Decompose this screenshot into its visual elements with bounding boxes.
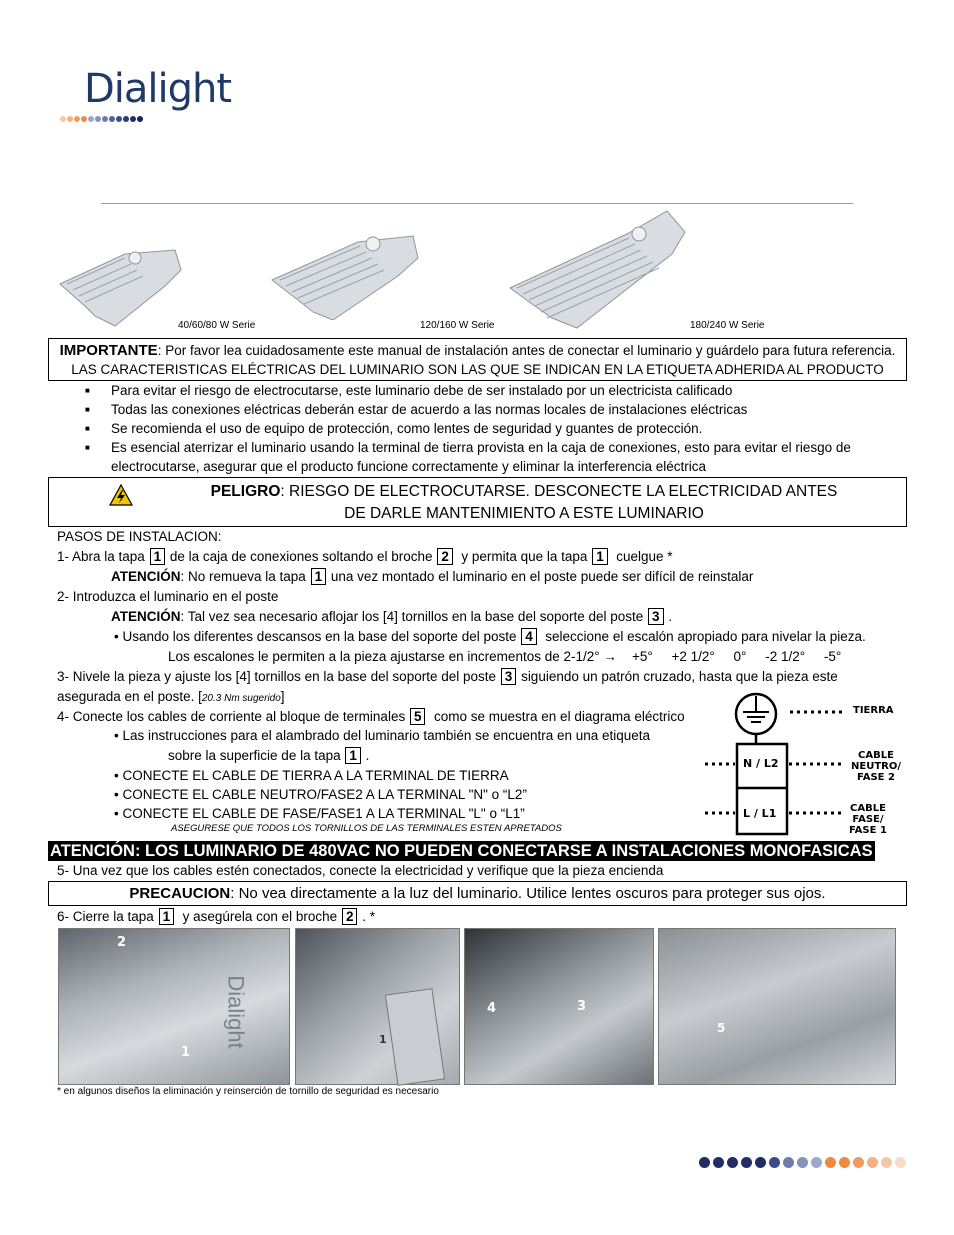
precaution-text: : No vea directamente a la luz del luminario. Utilice lentes oscuros para proteger sus ojos. [230,885,826,902]
decorative-dot [825,1157,836,1168]
photo-cover-latch: 2 1 Dialight [58,928,290,1085]
step-2-increments: Los escalones le permiten a la pieza ajustarse en incrementos de 2-1/2° → +5° +2 1/2° 0° -2 1/2° -5° [168,649,842,664]
step-3-cont: asegurada en el poste. [20.3 Nm sugerido] [57,689,285,704]
decorative-dot [769,1157,780,1168]
ref-number: 1 [345,747,361,764]
decorative-dot [88,116,94,122]
danger-text: : RIESGO DE ELECTROCUTARSE. DESCONECTE LA ELECTRICIDAD ANTES DE DARLE MANTENIMIENTO A ESTE LUMINARIO [280,483,838,522]
precaution-notice [48,881,907,906]
step-4-bullet-2: • CONECTE EL CABLE DE TIERRA A LA TERMINAL DE TIERRA [114,768,509,783]
decorative-dot [74,116,80,122]
header-divider [101,203,853,204]
list-item: ■ Para evitar el riesgo de electrocutarse, este luminario debe de ser instalado por un electricista calificado [85,381,905,400]
photo-terminal-block: 5 [658,928,896,1085]
ref-number: 1 [592,548,608,565]
caption-serie-2: 120/160 W Serie [420,320,495,331]
ref-number: 3 [648,608,664,625]
step-2-bullet: • Usando los diferentes descansos en la base del soporte del poste 4 seleccione el escalón apropiado para nivelar la pieza. [114,629,866,644]
logo-dots [60,110,144,118]
decorative-dot [713,1157,724,1168]
important-text: : Por favor lea cuidadosamente este manual de instalación antes de conectar el luminario y guárdelo para futura referencia. LAS CARACTERISTICAS ELÉCTRICAS DEL LUMINARIO SON LAS QUE SE INDICAN EN LA ETIQUETA ADHERIDA AL PRODUCTO [71,343,896,377]
high-voltage-warning-icon [109,484,133,506]
decorative-dot [109,116,115,122]
ref-number: 2 [437,548,453,565]
step-2-attention: ATENCIÓN: Tal vez sea necesario aflojar los [4] tornillos en la base del soporte del poste 3 . [111,609,673,624]
photo-pole-mount: 4 3 [464,928,654,1085]
480vac-warning: ATENCIÓN: LOS LUMINARIO DE 480VAC NO PUEDEN CONECTARSE A INSTALACIONES MONOFASICAS [50,842,873,860]
decorative-dot [102,116,108,122]
decorative-dot [699,1157,710,1168]
step-1: 1- Abra la tapa 1 de la caja de conexiones soltando el broche 2 y permita que la tapa 1 cuelgue * [57,549,673,564]
decorative-dot [95,116,101,122]
caption-serie-1: 40/60/80 W Serie [178,320,256,331]
decorative-dot [137,116,143,122]
decorative-dot [895,1157,906,1168]
phase-cable-label: CABLE FASE/ FASE 1 [849,803,887,836]
step-4: 4- Conecte los cables de corriente al bloque de terminales 5 como se muestra en el diagrama eléctrico [57,709,685,724]
step-3: 3- Nivele la pieza y ajuste los [4] tornillos en la base del soporte del poste 3 siguiendo un patrón cruzado, hasta que la pieza este [57,669,838,684]
ground-label: TIERRA [853,705,894,716]
important-title: IMPORTANTE [59,342,158,359]
step-4-bullet-4: • CONECTE EL CABLE DE FASE/FASE1 A LA TERMINAL "L" o “L1” [114,806,525,821]
step-4-bullet-3: • CONECTE EL CABLE NEUTRO/FASE2 A LA TERMINAL "N" o “L2” [114,787,527,802]
footnote: * en algunos diseños la eliminación y reinserción de tornillo de seguridad es necesario [57,1086,439,1097]
luminaire-40-80w-image [55,236,185,328]
decorative-dot [839,1157,850,1168]
decorative-dot [783,1157,794,1168]
luminaire-120-160w-image [268,228,423,320]
decorative-dot [867,1157,878,1168]
ref-number: 3 [501,668,517,685]
dialight-logo: Dialight [84,66,232,112]
list-item: ■ Se recomienda el uso de equipo de protección, como lentes de seguridad y guantes de protección. [85,419,905,438]
ref-number: 1 [150,548,166,565]
steps-heading: PASOS DE INSTALACION: [57,529,222,544]
decorative-dot [116,116,122,122]
decorative-dot [853,1157,864,1168]
arrow-right-icon: → [603,649,617,664]
ref-number: 2 [342,908,358,925]
neutral-cable-label: CABLE NEUTRO/ FASE 2 [851,750,901,783]
photo-open-cover: 1 [295,928,460,1085]
danger-notice [48,477,907,527]
decorative-dot [741,1157,752,1168]
caption-serie-3: 180/240 W Serie [690,320,765,331]
terminal-l-l1: L / L1 [743,807,777,820]
ref-number: 1 [159,908,175,925]
step-2: 2- Introduzca el luminario en el poste [57,589,279,604]
footer-dots [699,1156,909,1171]
safety-bullets [85,381,905,476]
list-item: ■ Todas las conexiones eléctricas deberán estar de acuerdo a las normas locales de instalaciones eléctricas [85,400,905,419]
step-4-bullet-1: • Las instrucciones para el alambrado del luminario también se encuentra en una etiqueta [114,728,651,743]
decorative-dot [81,116,87,122]
ref-number: 4 [521,628,537,645]
ref-number: 5 [410,708,426,725]
step-6: 6- Cierre la tapa 1 y asegúrela con el broche 2 . * [57,909,376,924]
decorative-dot [130,116,136,122]
danger-title: PELIGRO [210,483,281,500]
ref-number: 1 [311,568,327,585]
precaution-title: PRECAUCION [129,885,231,902]
step-4-bullet-1-cont: sobre la superficie de la tapa 1 . [168,748,370,763]
decorative-dot [727,1157,738,1168]
terminal-screws-note: ASEGURESE QUE TODOS LOS TORNILLOS DE LAS TERMINALES ESTEN APRETADOS [171,823,562,834]
terminal-n-l2: N / L2 [743,757,779,770]
decorative-dot [123,116,129,122]
important-notice [48,338,907,381]
decorative-dot [67,116,73,122]
decorative-dot [755,1157,766,1168]
luminaire-180-240w-image [507,206,689,330]
step-5: 5- Una vez que los cables estén conectados, conecte la electricidad y verifique que la pieza encienda [57,863,664,878]
decorative-dot [811,1157,822,1168]
step-1-attention: ATENCIÓN: No remueva la tapa 1 una vez montado el luminario en el poste puede ser difícil de reinstalar [111,569,754,584]
decorative-dot [881,1157,892,1168]
decorative-dot [60,116,66,122]
list-item: ■ Es esencial aterrizar el luminario usando la terminal de tierra provista en la caja de conexiones, esto para evitar el riesgo de electrocutarse, asegurar que el producto funcione correctamente y eliminar la interferencia eléctrica [85,438,905,476]
decorative-dot [797,1157,808,1168]
